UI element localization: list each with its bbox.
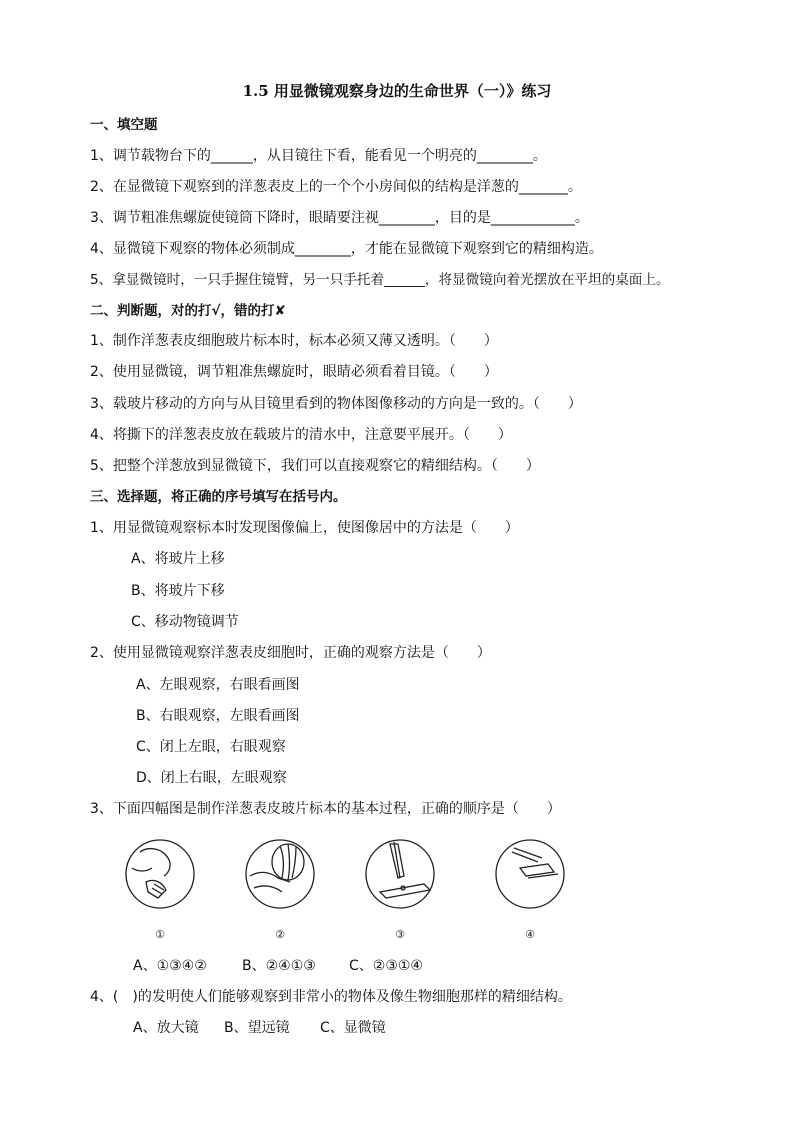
section-heading-fill-in: 一、填空题 (90, 117, 158, 133)
choice-question-4: 4、( )的发明使人们能够观察到非常小的物体及像生物细胞那样的精细结构。 (90, 989, 572, 1005)
true-false-question: 5、把整个洋葱放到显微镜下，我们可以直接观察它的精细结构。（ ） (90, 458, 540, 474)
figure-label-3: ③ (395, 928, 405, 941)
step-1-illustration (126, 840, 194, 908)
choice-option: C、移动物镜调节 (131, 614, 239, 630)
true-false-question: 1、制作洋葱表皮细胞玻片标本时，标本必须又薄又透明。（ ） (90, 333, 498, 349)
true-false-question: 4、将撕下的洋葱表皮放在载玻片的清水中，注意要平展开。（ ） (90, 427, 512, 443)
fill-in-question: 5、拿显微镜时，一只手握住镜臂，另一只手托着______，将显微镜向着光摆放在平坦的桌面上。 (90, 272, 670, 288)
choice-option: C、②③①④ (349, 958, 423, 974)
choice-question-3: 3、下面四幅图是制作洋葱表皮玻片标本的基本过程，正确的顺序是（ ） (90, 801, 561, 817)
choice-option: B、将玻片下移 (131, 583, 225, 599)
true-false-question: 2、使用显微镜，调节粗准焦螺旋时，眼睛必须看着目镜。（ ） (90, 364, 498, 380)
step-3-illustration (366, 840, 434, 908)
section-heading-multiple-choice: 三、选择题，将正确的序号填写在括号内。 (90, 489, 347, 505)
choice-option: A、放大镜 (133, 1020, 199, 1036)
step-4-illustration (496, 840, 564, 908)
page-title: 1.5 用显微镜观察身边的生命世界（一）》练习 (242, 82, 552, 100)
figure-label-4: ④ (525, 928, 535, 941)
slide-preparation-figure (118, 832, 588, 944)
choice-option: B、望远镜 (224, 1020, 290, 1036)
choice-option: D、闭上右眼，左眼观察 (136, 770, 287, 786)
section-heading-true-false: 二、判断题，对的打√，错的打✘ (90, 303, 286, 319)
choice-question-2: 2、使用显微镜观察洋葱表皮细胞时，正确的观察方法是（ ） (90, 645, 491, 661)
choice-option: C、显微镜 (320, 1020, 386, 1036)
choice-option: B、右眼观察，左眼看画图 (136, 708, 300, 724)
choice-option: A、①③④② (133, 958, 207, 974)
choice-option: B、②④①③ (242, 958, 316, 974)
choice-option: A、将玻片上移 (131, 551, 225, 567)
figure-label-2: ② (275, 928, 285, 941)
true-false-question: 3、载玻片移动的方向与从目镜里看到的物体图像移动的方向是一致的。（ ） (90, 396, 582, 412)
fill-in-question: 2、在显微镜下观察到的洋葱表皮上的一个个小房间似的结构是洋葱的_______。 (90, 179, 582, 195)
fill-in-question: 1、调节载物台下的______，从目镜往下看，能看见一个明亮的________。 (90, 148, 547, 164)
step-2-illustration (246, 840, 314, 908)
choice-question-1: 1、用显微镜观察标本时发现图像偏上，使图像居中的方法是（ ） (90, 520, 519, 536)
figure-label-1: ① (155, 928, 165, 941)
fill-in-question: 3、调节粗准焦螺旋使镜筒下降时，眼睛要注视________，目的是____________。 (90, 210, 589, 226)
choice-option: C、闭上左眼，右眼观察 (136, 739, 286, 755)
choice-option: A、左眼观察，右眼看画图 (136, 677, 300, 693)
fill-in-question: 4、显微镜下观察的物体必须制成________，才能在显微镜下观察到它的精细构造。 (90, 241, 603, 257)
